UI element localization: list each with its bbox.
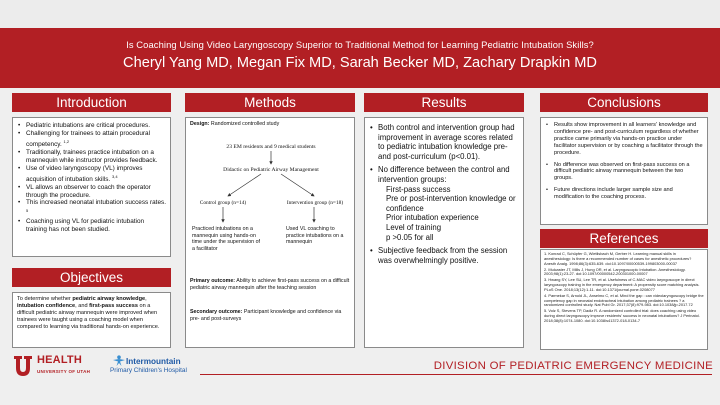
results-list-2 <box>369 246 519 265</box>
secondary-outcome-label: Secondary outcome: <box>190 309 243 315</box>
results-heading: Results <box>364 93 524 112</box>
conclusions-list <box>545 122 703 201</box>
introduction-item-text: Pediatric intubations are critical procedures. <box>26 122 150 129</box>
footer-divider <box>200 374 712 375</box>
methods-panel <box>185 117 355 348</box>
introduction-item-text: Coaching using VL for pediatric intubation training has not been studied. <box>26 218 145 234</box>
results-subitem: First-pass success <box>386 184 451 194</box>
objectives-bold-confidence: intubation confidence <box>17 303 76 309</box>
results-subitem: Pre or post-intervention knowledge or confidence <box>386 194 516 213</box>
flow-arrow-control <box>228 174 261 196</box>
reference-text: Konrad C, Schüpfer G, Wietlisbach M, Gerber H. Learning manual skills in anesthesiology: Is there a recommended number of cases for anesthetic procedures? Anesth Analg. 1998;86(3):635-639. doi:10.1097/00000539-199803000-00037 <box>544 251 692 266</box>
introduction-item-text: This increased neonatal intubation success rates. <box>26 199 166 207</box>
citation-superscript: 1,2 <box>63 138 70 144</box>
citation-superscript: 5 <box>26 208 29 214</box>
intermountain-figure-icon <box>112 355 126 366</box>
reference-number: 1. <box>544 251 548 256</box>
reference-number: 5. <box>544 308 548 314</box>
reference-text: Volz S, Stevens TP, Dadiz R. A randomized controlled trial: does coaching using video during direct laryngoscopy improve residents' success in neonatal intubations? J Perinatol. 2018;38(8):1074-1080. doi:10.1038/s41372-018-0134-7 <box>544 308 700 323</box>
reference-item <box>544 252 704 267</box>
conclusions-panel <box>540 117 708 225</box>
introduction-item <box>17 149 166 165</box>
methods-control-group: Control group (n=14) <box>199 200 247 206</box>
introduction-item <box>17 184 166 200</box>
reference-item <box>544 278 704 293</box>
references-list <box>544 252 704 324</box>
reference-number: 4. <box>544 292 548 298</box>
methods-secondary-outcome <box>190 309 350 322</box>
reference-text: Hwang SY, Lee SU, Lee TR, et al. Usefulness of C-MAC video laryngoscope in direct laryngoscopy training in the emergency department: A propensity score matching analysis. PLoS One. 2018;13(12):1-11. doi:10.1371/journal.pone.0208077 <box>544 277 700 292</box>
methods-intervention-desc: Used VL coaching to practice intubations on a mannequin <box>286 226 344 246</box>
methods-didactic: Didactic on Pediatric Airway Management <box>223 167 319 173</box>
introduction-item-text: Challenging for trainees to attain procedural competency. <box>26 129 150 148</box>
reference-item <box>544 294 704 309</box>
results-sublist <box>369 185 519 243</box>
primary-outcome-text: Ability to achieve first-pass success on a difficult pediatric airway mannequin after the teaching session <box>190 278 350 291</box>
introduction-item <box>17 122 166 130</box>
introduction-item-text: Traditionally, trainees practice intubation on a mannequin while instructor provides feedback. <box>26 148 158 164</box>
objectives-text: , and <box>75 303 90 309</box>
poster-authors: Cheryl Yang MD, Megan Fix MD, Sarah Becker MD, Zachary Drapkin MD <box>123 55 597 71</box>
introduction-item <box>17 218 166 234</box>
introduction-heading: Introduction <box>12 93 171 112</box>
conclusions-item: • Results show improvement in all learners' knowledge and confidence pre- and post-curriculum regardless of whether practice came primarily via hands-on practice under facilitator supervision or by coaching a facilitator through the procedure. <box>545 122 703 157</box>
objectives-bold-first-pass: first-pass success <box>89 303 138 309</box>
university-of-utah-health-logo <box>12 354 94 380</box>
references-panel <box>540 249 708 350</box>
results-panel <box>364 117 524 348</box>
introduction-list <box>17 122 166 234</box>
block-u-icon <box>12 355 34 377</box>
division-name: DIVISION OF PEDIATRIC EMERGENCY MEDICINE <box>433 360 713 372</box>
objectives-bold-knowledge: pediatric airway knowledge <box>72 296 146 302</box>
objectives-text: , <box>145 296 147 302</box>
intermountain-subtitle: Primary Children's Hospital <box>110 367 187 374</box>
methods-control-desc: Practiced intubations on a mannequin using hands-on time under the supervision of a facilitator <box>192 226 261 252</box>
conclusions-item: • No difference was observed on first-pass success on a difficult pediatric airway mannequin between the two groups. <box>545 162 703 183</box>
introduction-item-text: VL allows an observer to coach the operator through the procedure. <box>26 183 151 199</box>
introduction-item <box>17 165 166 184</box>
intermountain-logo <box>110 355 200 379</box>
reference-text: Mulcaster JT, Mills J, Hung OR, et al. Laryngoscopic Intubation. Anesthesiology. 2003;98(1):23-27. doi:10.1097/00000542-200301000-00007 <box>544 266 686 277</box>
uhealth-subtitle: UNIVERSITY OF UTAH <box>37 369 91 374</box>
objectives-heading: Objectives <box>12 268 171 287</box>
introduction-item <box>17 199 166 218</box>
references-heading: References <box>540 229 708 248</box>
reference-item <box>544 309 704 324</box>
results-item: • No difference between the control and intervention groups: <box>369 165 519 184</box>
objectives-text: To determine whether <box>17 296 73 302</box>
uhealth-name: HEALTH <box>37 354 82 366</box>
results-subitem: Prior intubation experience <box>386 213 479 223</box>
introduction-item <box>17 130 166 149</box>
methods-design-text: Randomized controlled study <box>209 121 280 127</box>
objectives-text: on a difficult pediatric airway mannequin were improved when trainees were taught using a coaching model when compared to learning via traditional hands-on experience. <box>17 303 160 330</box>
results-subitem: p >0.05 for all <box>386 232 434 242</box>
citation-superscript: 3,4 <box>111 173 118 179</box>
conclusions-item: • Future directions include larger sample size and modification to the coaching process. <box>545 187 703 201</box>
results-list <box>369 123 519 185</box>
intermountain-name: Intermountain <box>126 357 181 366</box>
methods-participants: 23 EM residents and 9 medical students <box>226 144 316 150</box>
objectives-panel <box>12 292 171 348</box>
reference-number: 2. <box>544 266 548 272</box>
methods-heading: Methods <box>185 93 355 112</box>
reference-number: 3. <box>544 277 548 283</box>
results-item: • Both control and intervention group had improvement in average scores related to pediatric intubation knowledge pre- and post-curriculum (p<0.01). <box>369 123 519 161</box>
methods-design-label: Design: <box>190 121 210 127</box>
secondary-outcome-text: Participant knowledge and confidence via pre- and post-surveys <box>190 309 342 322</box>
conclusions-heading: Conclusions <box>540 93 708 112</box>
reference-item <box>544 268 704 278</box>
poster-header <box>0 28 720 88</box>
poster-title: Is Coaching Using Video Laryngoscopy Superior to Traditional Method for Learning Pediatric Intubation Skills? <box>126 39 594 50</box>
results-item: • Subjective feedback from the session was overwhelmingly positive. <box>369 246 519 265</box>
reference-text: Parmekar S, Arnold JL, Anselmo C, et al. Mind the gap : can videolaryngoscopy bridge the competency gap in neonatal endotracheal intubation among pediatric trainees ? a randomized controlled study. Nat Publ Gr. 2017;37(8):979-983. doi:10.1038/jp.2017.72 <box>544 292 704 308</box>
primary-outcome-label: Primary outcome: <box>190 278 236 284</box>
top-band <box>0 0 720 28</box>
results-subitem: Level of training <box>386 222 442 232</box>
flow-arrow-intervention <box>281 174 314 196</box>
methods-intervention-group: Intervention group (n=18) <box>286 200 344 206</box>
introduction-panel <box>12 117 171 257</box>
methods-primary-outcome <box>190 278 350 291</box>
introduction-item-text: Use of video laryngoscopy (VL) improves acquisition of intubation skills. <box>26 164 143 183</box>
